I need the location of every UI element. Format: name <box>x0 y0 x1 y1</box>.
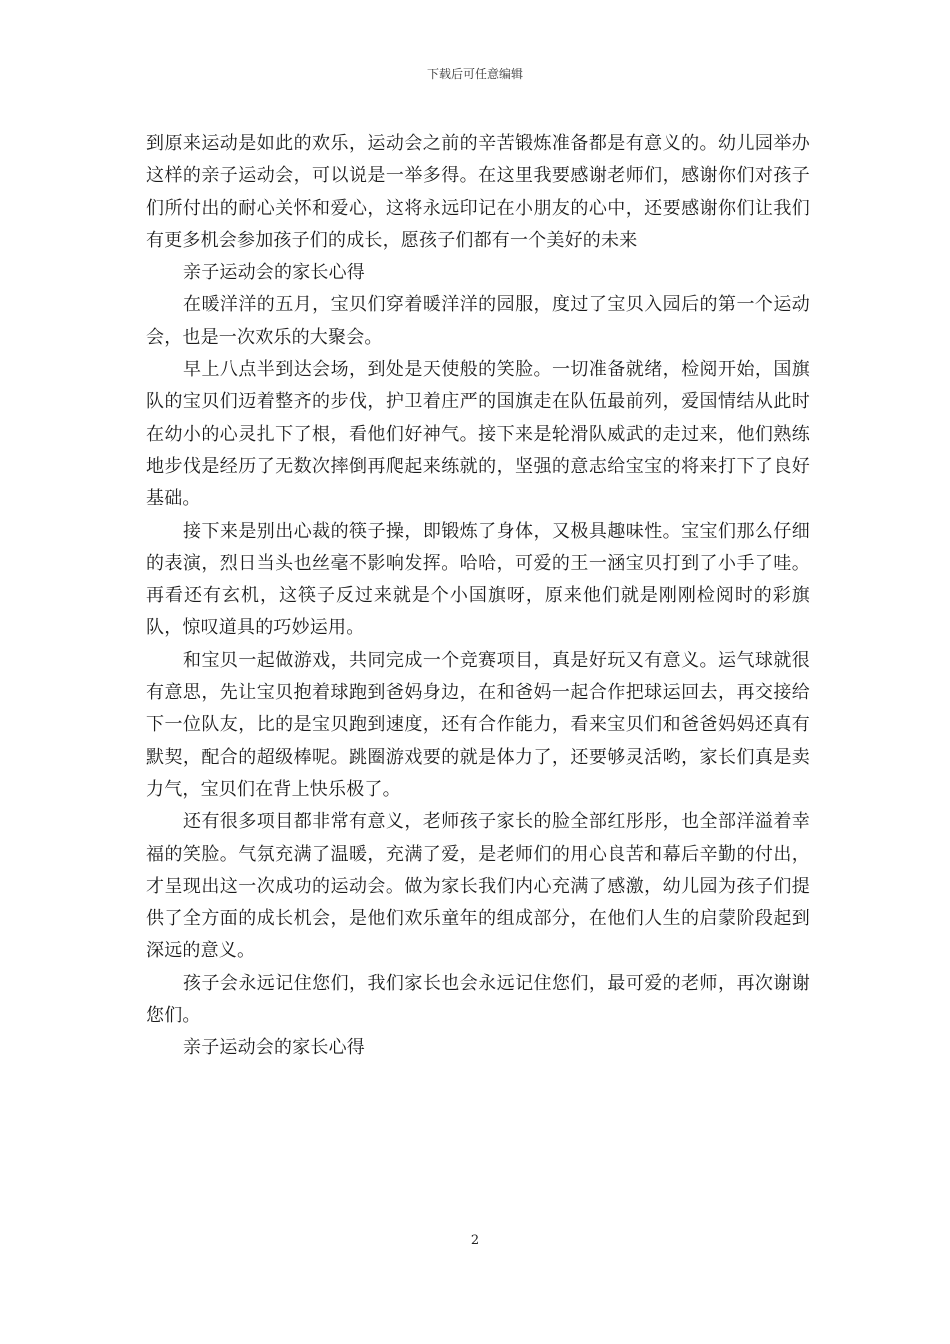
page-number: 2 <box>470 1233 480 1248</box>
section-title: 亲子运动会的家长心得 <box>183 262 365 284</box>
document-body <box>146 128 810 1065</box>
paragraph: 早上八点半到达会场，到处是天使般的笑脸。一切准备就绪，检阅开始，国旗队的宝贝们迈着整齐的步伐，护卫着庄严的国旗走在队伍最前列，爱国情结从此时在幼小的心灵扎下了根，看他们好神气。接下来是轮滑队威武的走过来，他们熟练地步伐是经历了无数次摔倒再爬起来练就的，坚强的意志给宝宝的将来打下了良好基础。 <box>146 359 810 510</box>
paragraph: 还有很多项目都非常有意义，老师孩子家长的脸全部红彤彤，也全部洋溢着幸福的笑脸。气氛充满了温暖，充满了爱，是老师们的用心良苦和幕后辛勤的付出，才呈现出这一次成功的运动会。做为家长我们内心充满了感激，幼儿园为孩子们提供了全方面的成长机会，是他们欢乐童年的组成部分，在他们人生的启蒙阶段起到深远的意义。 <box>146 811 810 962</box>
paragraph: 孩子会永远记住您们，我们家长也会永远记住您们，最可爱的老师，再次谢谢您们。 <box>146 972 810 1027</box>
page-header: 下载后可任意编辑 <box>426 67 523 81</box>
paragraph: 接下来是别出心裁的筷子操，即锻炼了身体，又极具趣味性。宝宝们那么仔细的表演，烈日当头也丝毫不影响发挥。哈哈，可爱的王一涵宝贝打到了小手了哇。再看还有玄机，这筷子反过来就是个小国旗呀，原来他们就是刚刚检阅时的彩旗队，惊叹道具的巧妙运用。 <box>146 520 810 639</box>
paragraph: 和宝贝一起做游戏，共同完成一个竞赛项目，真是好玩又有意义。运气球就很有意思，先让宝贝抱着球跑到爸妈身边，在和爸妈一起合作把球运回去，再交接给下一位队友，比的是宝贝跑到速度，还有合作能力，看来宝贝们和爸爸妈妈还真有默契，配合的超级棒呢。跳圈游戏要的就是体力了，还要够灵活哟，家长们真是卖力气，宝贝们在背上快乐极了。 <box>146 649 810 800</box>
paragraph-continued: 到原来运动是如此的欢乐，运动会之前的辛苦锻炼准备都是有意义的。幼儿园举办这样的亲子运动会，可以说是一举多得。在这里我要感谢老师们，感谢你们对孩子们所付出的耐心关怀和爱心，这将永远印记在小朋友的心中，还要感谢你们让我们有更多机会参加孩子们的成长，愿孩子们都有一个美好的未来 <box>146 133 810 251</box>
paragraph: 在暖洋洋的五月，宝贝们穿着暖洋洋的园服，度过了宝贝入园后的第一个运动会，也是一次欢乐的大聚会。 <box>146 294 810 348</box>
section-title: 亲子运动会的家长心得 <box>183 1037 365 1059</box>
